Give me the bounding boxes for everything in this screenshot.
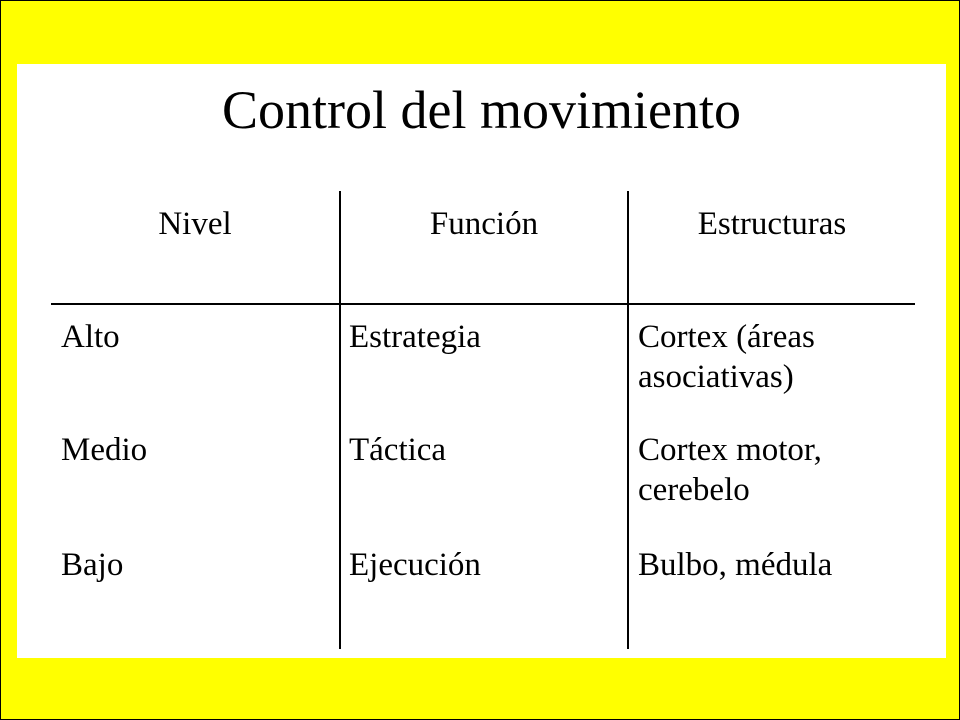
table-cell-funcion: Táctica: [349, 432, 447, 468]
header-estructuras: Estructuras: [697, 206, 847, 242]
table-cell-estructuras: Cortex motor, cerebelo: [638, 432, 822, 508]
slide-title: Control del movimiento: [222, 80, 741, 140]
column-divider-2: [627, 191, 629, 649]
table-cell-funcion: Ejecución: [349, 547, 481, 583]
column-divider-1: [339, 191, 341, 649]
header-divider: [51, 303, 915, 305]
table-cell-estructuras: Cortex (áreas asociativas): [638, 319, 815, 395]
table-cell-funcion: Estrategia: [349, 319, 481, 355]
header-nivel: Nivel: [158, 206, 232, 242]
header-funcion: Función: [429, 206, 539, 242]
table-cell-nivel: Bajo: [61, 547, 124, 583]
slide: [17, 64, 946, 658]
table-cell-nivel: Medio: [61, 432, 148, 468]
table-cell-estructuras: Bulbo, médula: [638, 547, 833, 583]
yellow-frame: [1, 1, 959, 719]
table-cell-nivel: Alto: [61, 319, 120, 355]
